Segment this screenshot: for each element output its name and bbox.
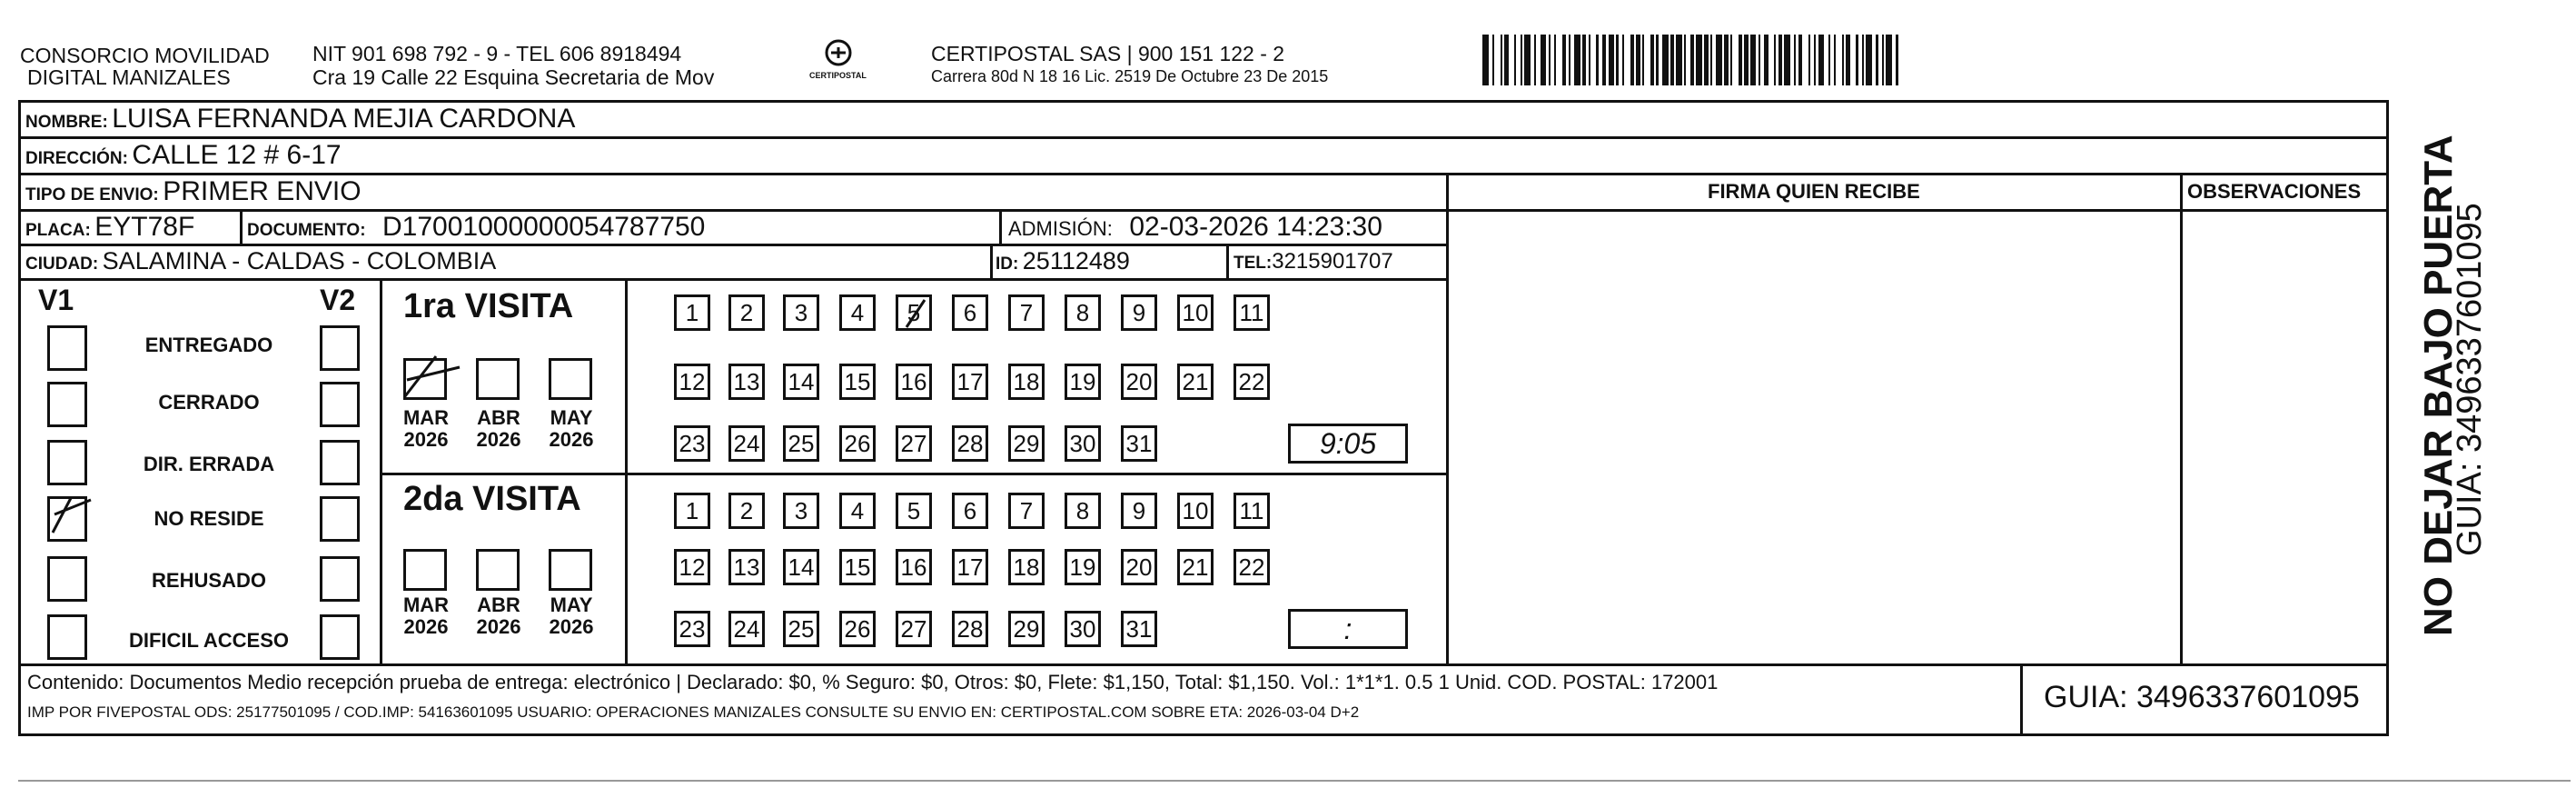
first-visit-month-box[interactable]: [549, 358, 592, 400]
first-visit-day-box[interactable]: 29: [1008, 425, 1045, 462]
tel-label: TEL:: [1234, 254, 1273, 273]
second-visit-month-label: MAR 2026: [402, 594, 450, 638]
v1-checkbox[interactable]: [47, 556, 87, 602]
first-visit-day-box[interactable]: 24: [728, 425, 765, 462]
barcode-bar: [1676, 35, 1682, 85]
first-visit-day-box[interactable]: 16: [896, 364, 932, 400]
v2-checkbox[interactable]: [320, 382, 360, 427]
status-option-label: ENTREGADO: [144, 334, 273, 356]
first-visit-day-box[interactable]: 25: [783, 425, 819, 462]
certipostal-line2: Carrera 80d N 18 16 Lic. 2519 De Octubre 23 De 2015: [931, 67, 1329, 85]
second-visit-day-box[interactable]: 6: [952, 493, 988, 529]
second-visit-day-box[interactable]: 17: [952, 549, 988, 585]
second-visit-day-box[interactable]: 26: [839, 611, 876, 647]
second-visit-day-box[interactable]: 29: [1008, 611, 1045, 647]
barcode-bar: [1569, 35, 1570, 85]
barcode-bar: [1794, 35, 1796, 85]
second-visit-day-box[interactable]: 4: [839, 493, 876, 529]
first-visit-day-box[interactable]: 4: [839, 294, 876, 331]
barcode-bar: [1521, 35, 1522, 85]
certipostal-logo-icon: [811, 36, 866, 91]
second-visit-day-box[interactable]: 25: [783, 611, 819, 647]
tipo-envio-row: [25, 176, 362, 207]
barcode-bar: [1642, 35, 1644, 85]
admision-value: 02-03-2026 14:23:30: [1129, 212, 1382, 242]
barcode-bar: [1862, 35, 1864, 85]
second-visit-day-box[interactable]: 23: [674, 611, 710, 647]
barcode-bar: [1716, 35, 1722, 85]
v1-checkbox[interactable]: [47, 382, 87, 427]
barcode-bar: [1784, 35, 1790, 85]
first-visit-day-box[interactable]: 13: [728, 364, 765, 400]
tel-value: 3215901707: [1272, 249, 1393, 274]
status-option-label: DIR. ERRADA: [143, 453, 275, 475]
nit-line: NIT 901 698 792 - 9 - TEL 606 8918494: [312, 42, 682, 65]
company-name-line2: DIGITAL MANIZALES: [27, 65, 231, 89]
barcode-bar: [1896, 35, 1897, 85]
status-option-label: DIFICIL ACCESO: [128, 629, 289, 652]
v1-label: V1: [38, 284, 74, 316]
first-visit-day-box[interactable]: 31: [1121, 425, 1157, 462]
barcode-bar: [1574, 35, 1580, 85]
first-visit-day-box[interactable]: 8: [1065, 294, 1101, 331]
direccion-value: CALLE 12 # 6-17: [132, 140, 342, 170]
second-visit-month-label: MAY 2026: [549, 594, 594, 638]
barcode-bar: [1549, 35, 1551, 85]
company-name-line1: CONSORCIO MOVILIDAD: [20, 44, 270, 67]
barcode-bar: [1856, 35, 1858, 85]
barcode-bar: [1764, 35, 1768, 85]
second-visit-day-box[interactable]: 8: [1065, 493, 1101, 529]
second-visit-day-box[interactable]: 22: [1234, 549, 1270, 585]
barcode-bar: [1622, 35, 1624, 85]
placa-value: EYT78F: [94, 212, 195, 242]
footer-divider: [18, 663, 2389, 666]
barcode-bar: [1696, 35, 1702, 85]
ciudad-label: CIUDAD:: [25, 254, 99, 274]
barcode-bar: [1724, 35, 1728, 85]
status-divider: [380, 278, 382, 663]
second-visit-day-box[interactable]: 3: [783, 493, 819, 529]
second-visit-day-box[interactable]: 9: [1121, 493, 1157, 529]
v2-label: V2: [320, 284, 356, 316]
v2-checkbox[interactable]: [320, 496, 360, 542]
hand-check-mark-icon: [400, 349, 463, 404]
barcode-bar: [1866, 35, 1872, 85]
barcode-bar: [1759, 35, 1760, 85]
second-visit-label: 2da VISITA: [403, 480, 581, 518]
barcode-bar: [1541, 35, 1547, 85]
tel-cell: [1234, 249, 1393, 274]
firma-label: FIRMA QUIEN RECIBE: [1708, 180, 1920, 203]
admision-cell: [1008, 212, 1382, 243]
first-visit-day-box[interactable]: 10: [1177, 294, 1214, 331]
signature-header-divider: [1446, 209, 2389, 212]
second-visit-month-label: ABR 2026: [476, 594, 521, 638]
barcode-bar: [1818, 35, 1825, 85]
status-option-label: NO RESIDE: [154, 507, 264, 530]
second-visit-day-box[interactable]: 24: [728, 611, 765, 647]
address-line: Cra 19 Calle 22 Esquina Secretaria de Mov: [312, 65, 715, 89]
nombre-row: [25, 104, 575, 135]
placa-label: PLACA:: [25, 221, 91, 240]
first-visit-day-box[interactable]: 15: [839, 364, 876, 400]
barcode-bar: [1774, 35, 1776, 85]
tipo-envio-label: TIPO DE ENVIO:: [25, 185, 159, 204]
observaciones-left-border: [2180, 173, 2183, 663]
id-divider: [990, 244, 993, 278]
barcode-bar: [1501, 35, 1502, 85]
barcode-bar: [1582, 35, 1586, 85]
guia-box: GUIA: 3496337601095: [2044, 680, 2360, 714]
second-visit-day-box[interactable]: 2: [728, 493, 765, 529]
tipo-envio-value: PRIMER ENVIO: [163, 176, 362, 206]
first-visit-day-box[interactable]: 2: [728, 294, 765, 331]
first-visit-month-label: ABR 2026: [476, 406, 521, 451]
v2-checkbox[interactable]: [320, 440, 360, 485]
barcode-bar: [1492, 35, 1494, 85]
barcode-bar: [1704, 35, 1708, 85]
second-visit-day-box[interactable]: 27: [896, 611, 932, 647]
barcode-bar: [1814, 35, 1816, 85]
first-visit-day-box[interactable]: 28: [952, 425, 988, 462]
v1-checkbox[interactable]: [47, 440, 87, 485]
bottom-rule: [18, 780, 2571, 782]
direccion-row: [25, 140, 342, 171]
row-divider: [18, 173, 2389, 175]
barcode-bar: [1504, 35, 1508, 85]
id-value: 25112489: [1022, 247, 1130, 274]
second-visit-day-box[interactable]: 13: [728, 549, 765, 585]
barcode-bar: [1662, 35, 1669, 85]
second-visit-day-box[interactable]: 18: [1008, 549, 1045, 585]
second-visit-day-box[interactable]: 12: [674, 549, 710, 585]
second-visit-day-box[interactable]: 31: [1121, 611, 1157, 647]
nombre-value: LUISA FERNANDA MEJIA CARDONA: [112, 104, 576, 134]
first-visit-day-box[interactable]: 9: [1121, 294, 1157, 331]
footer-line1: Contenido: Documentos Medio recepción prueba de entrega: electrónico | Declarado: $0, % Seguro: $0, Otros: $0, Flete: $1,150, Total: $1,150. Vol.: 1*1*1. 0.5 1 Unid. COD. POSTAL: 172001: [27, 671, 1719, 693]
first-visit-month-box[interactable]: [476, 358, 520, 400]
placa-cell: [25, 212, 194, 243]
barcode-bar: [1616, 35, 1618, 85]
admision-label: ADMISIÓN:: [1008, 217, 1113, 240]
barcode-bar: [1482, 35, 1489, 85]
side-guia: GUIA: 3496337601095: [2451, 203, 2489, 556]
second-visit-month-box[interactable]: [549, 549, 592, 591]
barcode-bar: [1882, 35, 1884, 85]
first-visit-month-label: MAY 2026: [549, 406, 594, 451]
first-visit-day-box[interactable]: 23: [674, 425, 710, 462]
second-visit-day-box[interactable]: 21: [1177, 549, 1214, 585]
first-visit-month-label: MAR 2026: [402, 406, 450, 451]
barcode-bar: [1730, 35, 1732, 85]
barcode-bar: [1656, 35, 1658, 85]
barcode-bar: [1534, 35, 1536, 85]
barcode: [1482, 0, 2209, 91]
barcode-bar: [1750, 35, 1757, 85]
footer-line2: IMP POR FIVEPOSTAL ODS: 25177501095 / COD.IMP: 54163601095 USUARIO: OPERACIONES MANIZALES CONSULTE SU ENVIO EN: CERTIPOSTAL.COM SOBRE ETA: 2026-03-04 D+2: [27, 703, 1360, 721]
first-visit-day-box[interactable]: 19: [1065, 364, 1101, 400]
certipostal-line1: CERTIPOSTAL SAS | 900 151 122 - 2: [931, 42, 1285, 65]
barcode-bar: [1798, 35, 1802, 85]
barcode-bar: [1834, 35, 1836, 85]
row-divider: [18, 244, 1446, 246]
hand-check-mark-icon: [45, 487, 100, 542]
row-divider: [18, 278, 1446, 281]
second-visit-day-box[interactable]: 5: [896, 493, 932, 529]
observaciones-label: OBSERVACIONES: [2187, 180, 2362, 203]
first-visit-day-box[interactable]: 12: [674, 364, 710, 400]
v1-checkbox[interactable]: [47, 325, 87, 371]
barcode-bar: [1609, 35, 1615, 85]
id-cell: [996, 247, 1130, 275]
barcode-bar: [1554, 35, 1556, 85]
barcode-bar: [1684, 35, 1686, 85]
barcode-bar: [1846, 35, 1849, 85]
second-visit-day-box[interactable]: 15: [839, 549, 876, 585]
first-visit-day-box[interactable]: 3: [783, 294, 819, 331]
barcode-bar: [1808, 35, 1810, 85]
first-visit-label: 1ra VISITA: [403, 287, 574, 325]
barcode-bar: [1744, 35, 1748, 85]
barcode-bar: [1876, 35, 1878, 85]
months-divider: [625, 278, 628, 663]
documento-cell: [247, 212, 705, 243]
direccion-label: DIRECCIÓN:: [25, 149, 128, 168]
documento-value: D17001000000054787750: [382, 212, 706, 242]
barcode-bar: [1739, 35, 1742, 85]
ciudad-cell: [25, 247, 496, 275]
tel-divider: [1226, 244, 1229, 278]
barcode-bar: [1524, 35, 1531, 85]
second-visit-time-box[interactable]: :: [1288, 609, 1408, 649]
barcode-bar: [1602, 35, 1606, 85]
barcode-bar: [1650, 35, 1654, 85]
v1-checkbox[interactable]: [47, 614, 87, 660]
first-visit-day-box[interactable]: 26: [839, 425, 876, 462]
second-visit-day-box[interactable]: 7: [1008, 493, 1045, 529]
barcode-bar: [1690, 35, 1694, 85]
placa-divider: [240, 209, 243, 244]
admision-divider: [999, 209, 1002, 244]
first-visit-day-box[interactable]: 5: [896, 294, 932, 331]
barcode-bar: [1710, 35, 1712, 85]
second-visit-day-box[interactable]: 14: [783, 549, 819, 585]
documento-label: DOCUMENTO:: [247, 221, 366, 240]
firma-left-border: [1446, 173, 1449, 663]
barcode-bar: [1630, 35, 1634, 85]
hand-check-mark-icon: [897, 296, 934, 333]
barcode-bar: [1596, 35, 1598, 85]
first-visit-day-box[interactable]: 21: [1177, 364, 1214, 400]
barcode-bar: [1562, 35, 1566, 85]
barcode-bar: [1778, 35, 1782, 85]
first-visit-day-box[interactable]: 7: [1008, 294, 1045, 331]
no-dejar-bajo-puerta: NO DEJAR BAJO PUERTA: [2416, 135, 2461, 636]
nombre-label: NOMBRE:: [25, 113, 108, 132]
first-visit-day-box[interactable]: 22: [1234, 364, 1270, 400]
logo-text: CERTIPOSTAL: [809, 71, 867, 80]
v2-checkbox[interactable]: [320, 614, 360, 660]
id-label: ID:: [996, 254, 1019, 274]
v2-checkbox[interactable]: [320, 556, 360, 602]
second-visit-day-box[interactable]: 20: [1121, 549, 1157, 585]
first-visit-day-box[interactable]: 14: [783, 364, 819, 400]
second-visit-month-box[interactable]: [476, 549, 520, 591]
second-visit-day-box[interactable]: 30: [1065, 611, 1101, 647]
status-option-label: REHUSADO: [152, 569, 266, 592]
first-visit-day-box[interactable]: 20: [1121, 364, 1157, 400]
v2-checkbox[interactable]: [320, 325, 360, 371]
second-visit-day-box[interactable]: 28: [952, 611, 988, 647]
first-visit-day-box[interactable]: 17: [952, 364, 988, 400]
status-option-label: CERRADO: [158, 391, 260, 414]
row-divider: [18, 136, 2389, 139]
second-visit-month-box[interactable]: [403, 549, 447, 591]
second-visit-day-box[interactable]: 10: [1177, 493, 1214, 529]
guia-box-divider: [2020, 663, 2023, 736]
barcode-bar: [1589, 35, 1590, 85]
barcode-bar: [1670, 35, 1674, 85]
ciudad-value: SALAMINA - CALDAS - COLOMBIA: [102, 247, 497, 274]
barcode-bar: [1842, 35, 1844, 85]
barcode-bar: [1636, 35, 1640, 85]
barcode-bar: [1514, 35, 1516, 85]
barcode-bar: [1828, 35, 1830, 85]
first-visit-time-box[interactable]: 9:05: [1288, 424, 1408, 464]
second-visit-day-box[interactable]: 1: [674, 493, 710, 529]
second-visit-day-box[interactable]: 16: [896, 549, 932, 585]
first-visit-day-box[interactable]: 11: [1234, 294, 1270, 331]
visits-divider: [380, 473, 1446, 475]
first-visit-day-box[interactable]: 27: [896, 425, 932, 462]
first-visit-day-box[interactable]: 6: [952, 294, 988, 331]
first-visit-day-box[interactable]: 18: [1008, 364, 1045, 400]
form-outer-frame: [18, 100, 2389, 736]
second-visit-day-box[interactable]: 11: [1234, 493, 1270, 529]
second-visit-day-box[interactable]: 19: [1065, 549, 1101, 585]
barcode-bar: [1886, 35, 1892, 85]
first-visit-day-box[interactable]: 30: [1065, 425, 1101, 462]
first-visit-day-box[interactable]: 1: [674, 294, 710, 331]
